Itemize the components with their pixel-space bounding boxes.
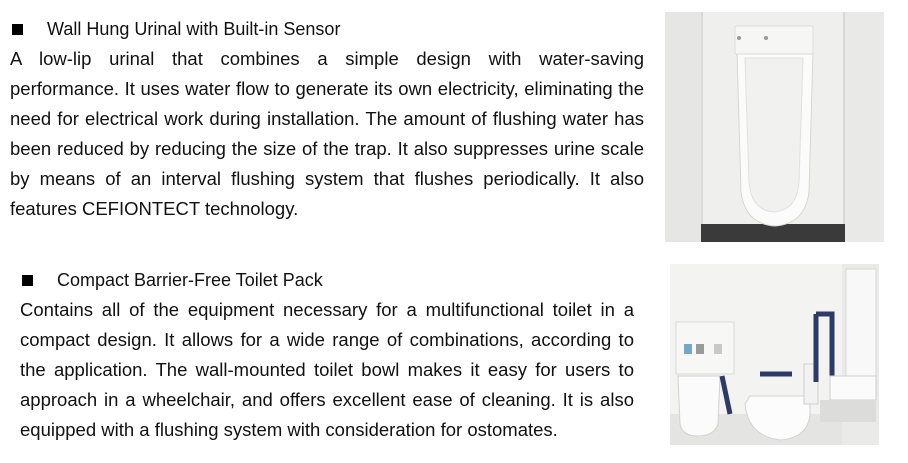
square-bullet-icon [22, 275, 33, 286]
section-description: A low-lip urinal that combines a simple design with water-saving performance. It uses water flow to generate its own electricity, eliminating the need for electrical work during installation. The amount of flushing water has been reduced by reducing the size of the trap. It also suppresses urine scale by means of an interval flushing system that flushes periodically. It also features CEFIONTECT technology. [10, 48, 644, 219]
section-urinal [10, 14, 644, 224]
urinal-photo [665, 12, 884, 242]
urinal-image [665, 12, 884, 242]
section-title: Compact Barrier-Free Toilet Pack [57, 269, 323, 290]
square-bullet-icon [12, 24, 23, 35]
section-heading [22, 265, 634, 295]
toilet-room-image [670, 264, 879, 445]
section-description: Contains all of the equipment necessary for a multifunctional toilet in a compact design. It allows for a wide range of combinations, according to the application. The wall-mounted toilet bowl makes it easy for users to approach in a wheelchair, and offers excellent ease of cleaning. It is also equipped with a flushing system with consideration for ostomates. [20, 299, 634, 440]
section-title: Wall Hung Urinal with Built-in Sensor [47, 18, 341, 39]
section-heading [12, 14, 644, 44]
toilet-pack-photo [670, 264, 879, 445]
section-toilet-pack [20, 265, 634, 445]
